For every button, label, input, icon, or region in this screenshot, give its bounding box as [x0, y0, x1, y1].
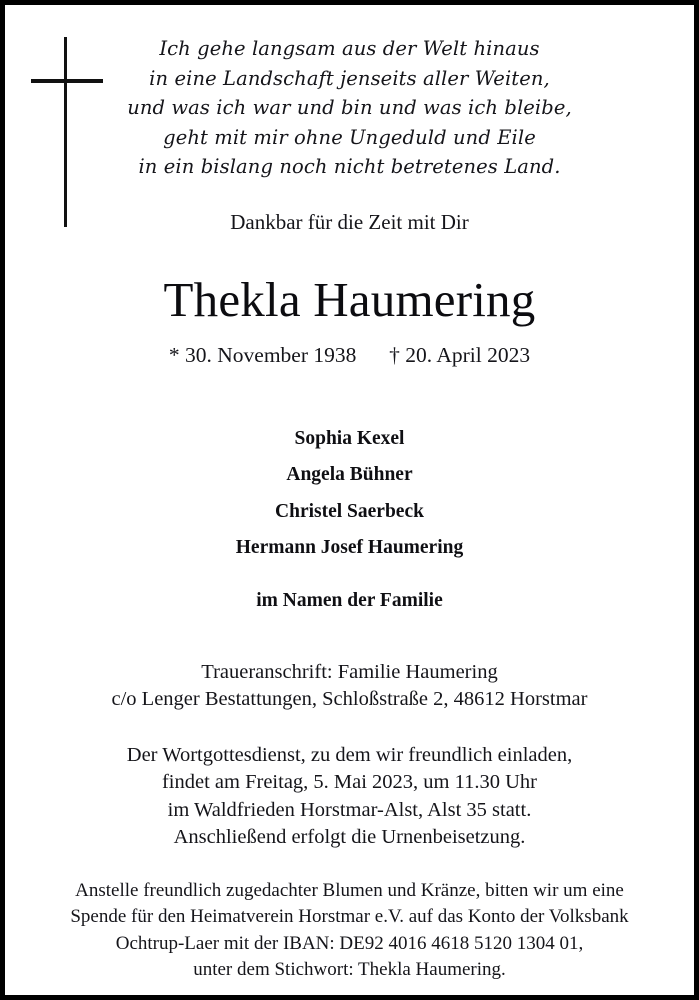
deceased-name: Thekla Haumering	[163, 271, 536, 327]
poem-line: Ich gehe langsam aus der Welt hinaus	[159, 37, 540, 60]
cross-vertical-bar	[64, 37, 67, 227]
survivors-list	[7, 421, 692, 619]
service-line: im Waldfrieden Horstmar-Alst, Alst 35 statt.	[167, 798, 532, 821]
donation-line: Anstelle freundlich zugedachter Blumen und Kränze, bitten wir um eine	[75, 879, 624, 901]
donation-block	[7, 878, 692, 984]
address-line: Traueranschrift: Familie Haumering	[201, 660, 498, 683]
obituary-notice	[5, 5, 694, 995]
notice-details	[7, 659, 692, 852]
survivor-name: Hermann Josef Haumering	[235, 537, 464, 558]
service-line: Anschließend erfolgt die Urnenbeisetzung.	[173, 826, 526, 848]
survivor-name: Christel Saerbeck	[275, 500, 424, 522]
service-block	[7, 742, 692, 852]
thanks-line: Dankbar für die Zeit mit Dir	[230, 209, 469, 234]
donation-line: unter dem Stichwort: Thekla Haumering.	[193, 959, 506, 980]
deceased-dates	[7, 341, 692, 369]
service-line: findet am Freitag, 5. Mai 2023, um 11.30 Uhr	[161, 771, 538, 793]
mourning-address-block	[7, 659, 692, 714]
survivor-name: Angela Bühner	[286, 464, 413, 485]
address-line: c/o Lenger Bestattungen, Schloßstraße 2, 48612 Horstmar	[111, 688, 588, 710]
cross-horizontal-bar	[31, 79, 103, 83]
poem-line: und was ich war und bin und was ich bleibe,	[127, 96, 572, 119]
donation-line: Ochtrup-Laer mit der IBAN: DE92 4016 4618 5120 1304 01,	[115, 932, 584, 954]
poem-line: in eine Landschaft jenseits aller Weiten,	[149, 66, 550, 90]
service-line: Der Wortgottesdienst, zu dem wir freundlich einladen,	[126, 743, 573, 766]
birth-date: * 30. November 1938	[168, 342, 357, 367]
death-date: † 20. April 2023	[389, 342, 531, 367]
poem-line: geht mit mir ohne Ungeduld und Eile	[163, 125, 536, 149]
donation-line: Spende für den Heimatverein Horstmar e.V. auf das Konto der Volksbank	[70, 906, 629, 927]
poem-line: in ein bislang noch nicht betretenes Land.	[138, 155, 561, 178]
christian-cross-icon	[31, 37, 111, 227]
family-line: im Namen der Familie	[256, 589, 443, 611]
survivor-name: Sophia Kexel	[294, 427, 405, 449]
